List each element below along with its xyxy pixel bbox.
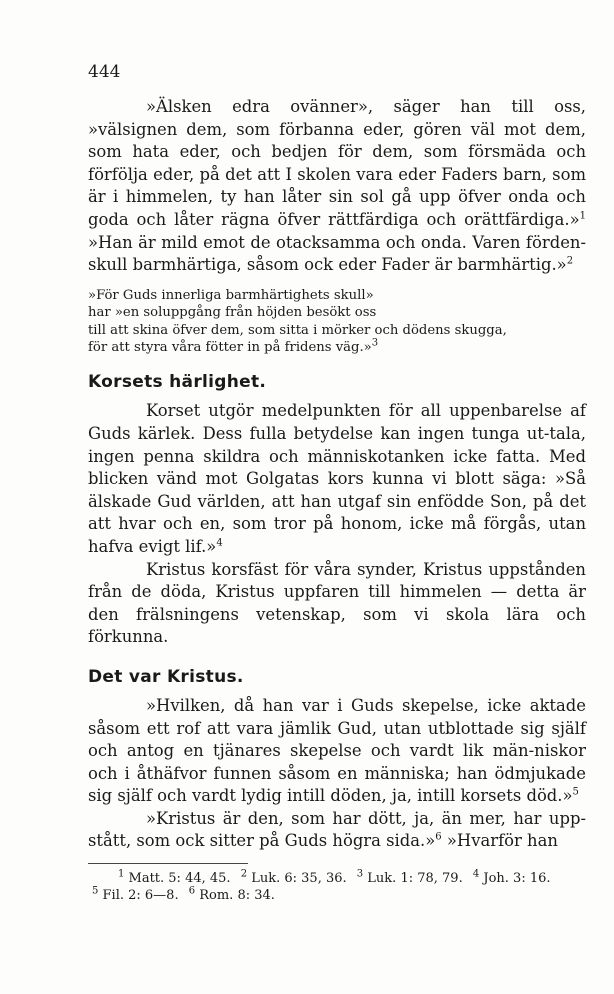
paragraph-intro xyxy=(88,96,586,277)
paragraph-korset-text: Korset utgör medelpunkten för all uppenbarelse af Guds kärlek. Dess fulla betydelse kan ingen tunga ut-tala, ingen penna skildra och människotanken icke fatta. Med blicken vänd mot Golgatas kors kunna vi blott säga: »Så älskade Gud världen, att han utgaf sin enfödde Son, på det att hvar och en, som tror på honom, icke må förgås, utan hafva evigt lif.» xyxy=(88,401,586,556)
poem-line-text: för att styra våra fötter in på fridens väg.» xyxy=(88,339,372,355)
footnote-mark: 4 xyxy=(472,868,480,880)
footnote-text: Luk. 1: 78, 79. xyxy=(367,871,463,887)
page-number: 444 xyxy=(88,62,121,82)
paragraph-hvilken xyxy=(88,695,586,808)
footnote-divider xyxy=(88,863,248,864)
section-heading-korsets: Korsets härlighet. xyxy=(88,372,267,393)
footnote xyxy=(357,870,463,887)
footnote-mark: 5 xyxy=(92,885,99,897)
footnotes xyxy=(88,870,586,904)
paragraph-intro-continuation: »Han är mild emot de otacksamma och onda. Varen förden-skull barmhärtiga, såsom ock eder Fader är barmhärtig.» xyxy=(88,232,586,275)
poem-line-last xyxy=(88,339,586,356)
footnote xyxy=(92,887,179,904)
paragraph-intro-text: »Älsken edra ovänner», säger han till oss, »välsignen dem, som förbanna eder, gören väl mot dem, som hata eder, och bedjen för dem, som försmäda och förfölja eder, på det att I skolen vara eder Faders barn, som är i himmelen, ty han låter sin sol gå upp öfver onda och goda och låter rägna öfver rättfärdiga och orättfärdiga.» xyxy=(88,97,586,229)
poem-block xyxy=(88,287,586,357)
footnote-ref-6: 6 xyxy=(435,832,442,843)
footnote-line-1 xyxy=(118,870,586,887)
poem-line: har »en soluppgång från höjden besökt oss xyxy=(88,305,377,321)
poem-line: till att skina öfver dem, som sitta i mörker och dödens skugga, xyxy=(88,322,507,338)
footnote-text: Joh. 3: 16. xyxy=(483,871,551,887)
footnote-mark: 1 xyxy=(118,868,125,880)
paragraph-hvilken-text: »Hvilken, då han var i Guds skepelse, icke aktade såsom ett rof att vara jämlik Gud, utan utblottade sig själf och antog en tjänares skepelse och vardt lik män-niskor och i åthäfvor funnen såsom en människa; han ödmjukade sig själf och vardt lydig intill döden, ja, intill korsets död.» xyxy=(88,695,586,806)
paragraph-korset xyxy=(88,400,586,558)
footnote-ref-4: 4 xyxy=(216,537,223,549)
footnote xyxy=(118,870,231,887)
footnote xyxy=(241,870,347,887)
footnote-mark: 6 xyxy=(188,885,196,897)
footnote-text: Rom. 8: 34. xyxy=(199,888,275,904)
footnote xyxy=(189,887,275,904)
footnote-ref-5: 5 xyxy=(572,786,579,798)
page-body xyxy=(88,62,586,904)
poem-line: »För Guds innerliga barmhärtighets skull» xyxy=(88,287,374,303)
paragraph-kristus: Kristus korsfäst för våra synder, Kristus uppstånden från de döda, Kristus uppfaren till himmelen — detta är den frälsningens vetenskap, som vi skola lära och förkunna. xyxy=(88,559,586,647)
footnote xyxy=(473,870,551,887)
section-heading-det-var-kristus: Det var Kristus. xyxy=(88,666,244,687)
footnote-ref-1: 1 xyxy=(579,210,586,222)
footnote-text: Luk. 6: 35, 36. xyxy=(251,871,347,887)
paragraph-dott xyxy=(88,808,586,853)
footnote-mark: 2 xyxy=(240,868,248,880)
footnote-ref-2: 2 xyxy=(566,255,574,267)
footnote-ref-3: 3 xyxy=(371,337,379,349)
footnote-text: Fil. 2: 6—8. xyxy=(102,888,179,904)
footnote-line-2 xyxy=(92,887,586,904)
footnote-mark: 3 xyxy=(356,868,364,880)
paragraph-dott-continuation: »Hvarför han xyxy=(441,831,558,851)
footnote-text: Matt. 5: 44, 45. xyxy=(128,871,231,887)
paragraph-dott-text: »Kristus är den, som har dött, ja, än mer, har upp-stått, som ock sitter på Guds högra sida.» xyxy=(88,808,586,851)
